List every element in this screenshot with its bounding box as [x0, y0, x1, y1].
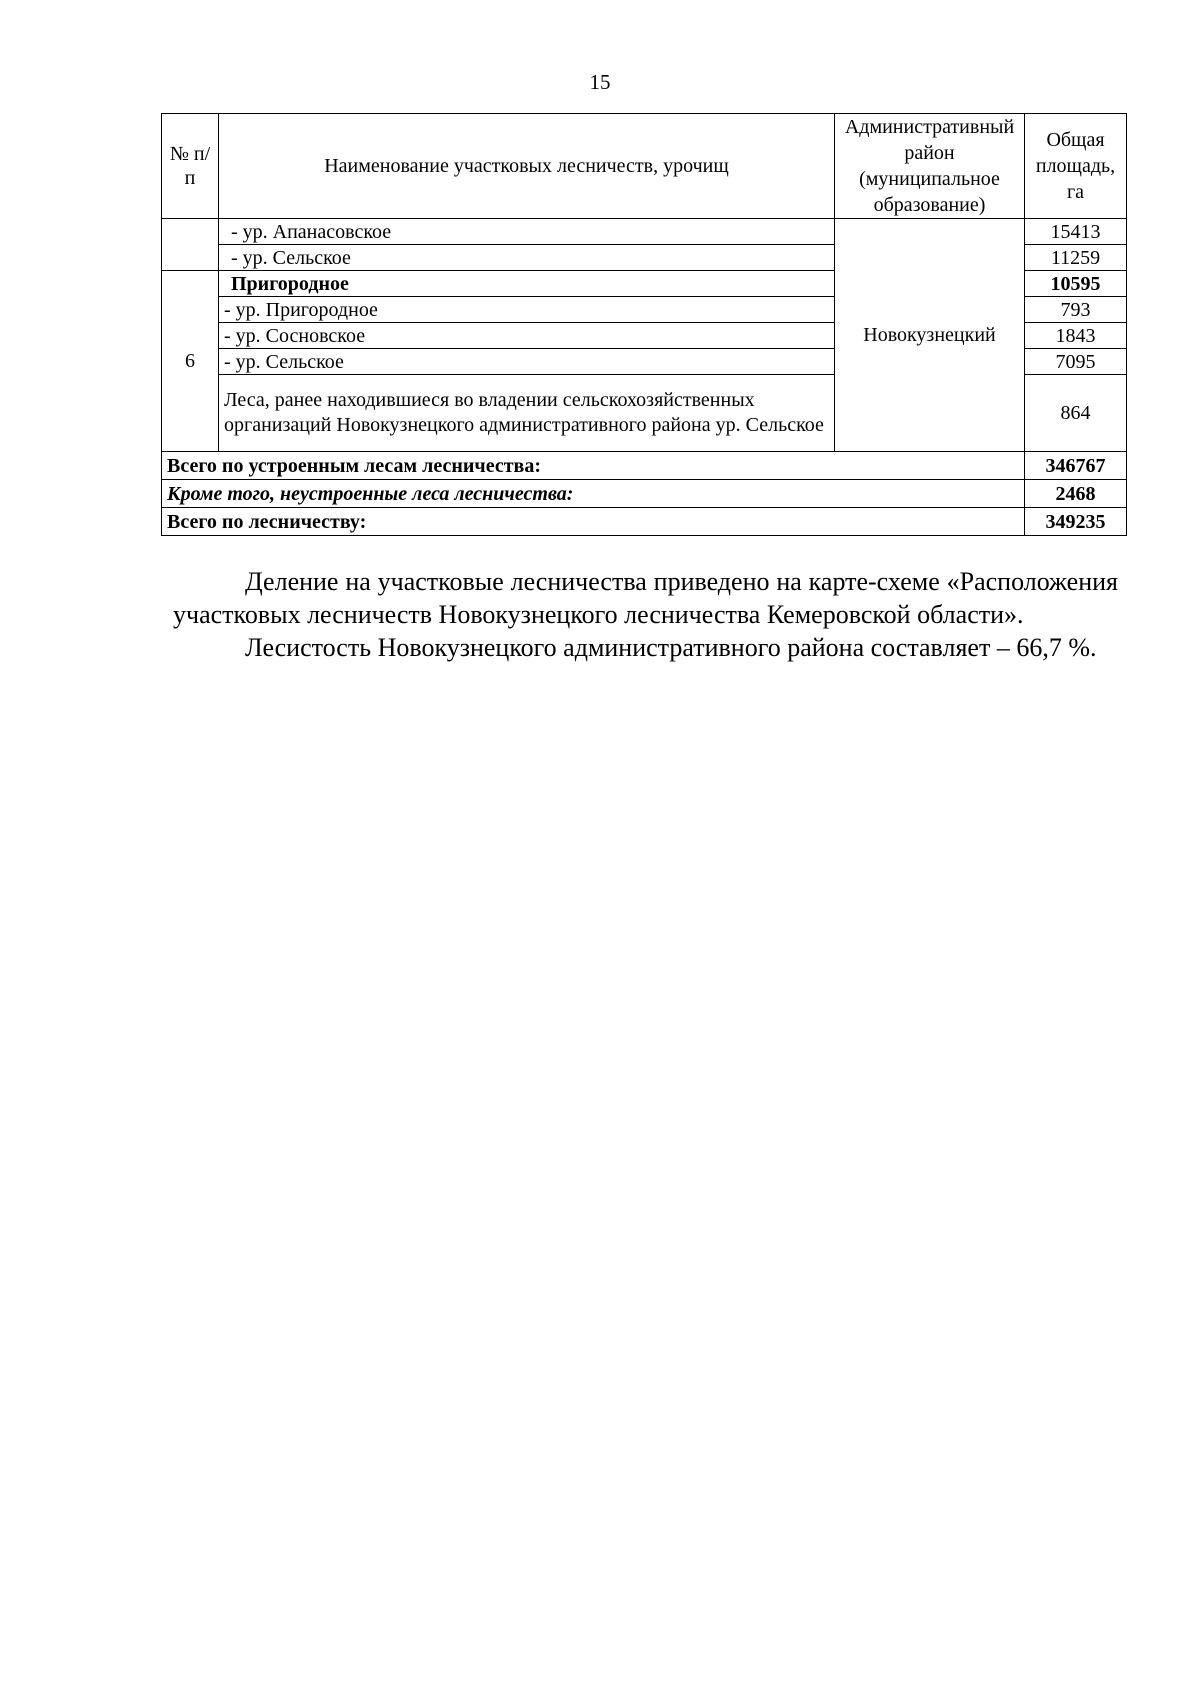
- header-admin-district: Административный район (муниципальное образование): [835, 114, 1025, 219]
- total-value: 2468: [1025, 480, 1127, 508]
- row-name: - ур. Сосновское: [219, 323, 835, 349]
- row-name: - ур. Сельское: [219, 245, 835, 271]
- row-area: 864: [1025, 375, 1127, 452]
- page-number: 15: [589, 70, 611, 94]
- total-row: [162, 480, 1127, 508]
- row-name: - ур. Сельское: [219, 349, 835, 375]
- row-area: 11259: [1025, 245, 1127, 271]
- row-area: 10595: [1025, 271, 1127, 297]
- row-area: 793: [1025, 297, 1127, 323]
- forestry-table: [161, 113, 1127, 536]
- row-number-empty: [162, 219, 219, 271]
- paragraph: Лесистость Новокузнецкого административного района составляет – 66,7 %.: [245, 633, 1097, 662]
- total-label: Всего по устроенным лесам лесничества:: [162, 452, 1025, 480]
- row-name-forestry: Пригородное: [219, 271, 835, 297]
- paragraph: Деление на участковые лесничества приведено на карте-схеме «Расположения участковых лесничеств Новокузнецкого лесничества Кемеровской области».: [173, 567, 1118, 629]
- row-name: Леса, ранее находившиеся во владении сельскохозяйственных организаций Новокузнецкого административного района ур. Сельское: [219, 375, 835, 452]
- row-number: 6: [162, 271, 219, 452]
- total-label: Кроме того, неустроенные леса лесничества:: [162, 480, 1025, 508]
- table-header-row: [162, 114, 1127, 219]
- row-name: - ур. Апанасовское: [219, 219, 835, 245]
- total-value: 346767: [1025, 452, 1127, 480]
- total-row: [162, 508, 1127, 536]
- row-area: 7095: [1025, 349, 1127, 375]
- total-value: 349235: [1025, 508, 1127, 536]
- admin-district-cell: Новокузнецкий: [835, 219, 1025, 452]
- table-row: [162, 219, 1127, 245]
- total-label: Всего по лесничеству:: [162, 508, 1025, 536]
- header-number: № п/п: [162, 114, 219, 219]
- header-name: Наименование участковых лесничеств, урочищ: [219, 114, 835, 219]
- total-row: [162, 452, 1127, 480]
- header-area: Общая площадь, га: [1025, 114, 1127, 219]
- row-area: 15413: [1025, 219, 1127, 245]
- row-name: - ур. Пригородное: [219, 297, 835, 323]
- body-text: [173, 565, 1118, 664]
- row-area: 1843: [1025, 323, 1127, 349]
